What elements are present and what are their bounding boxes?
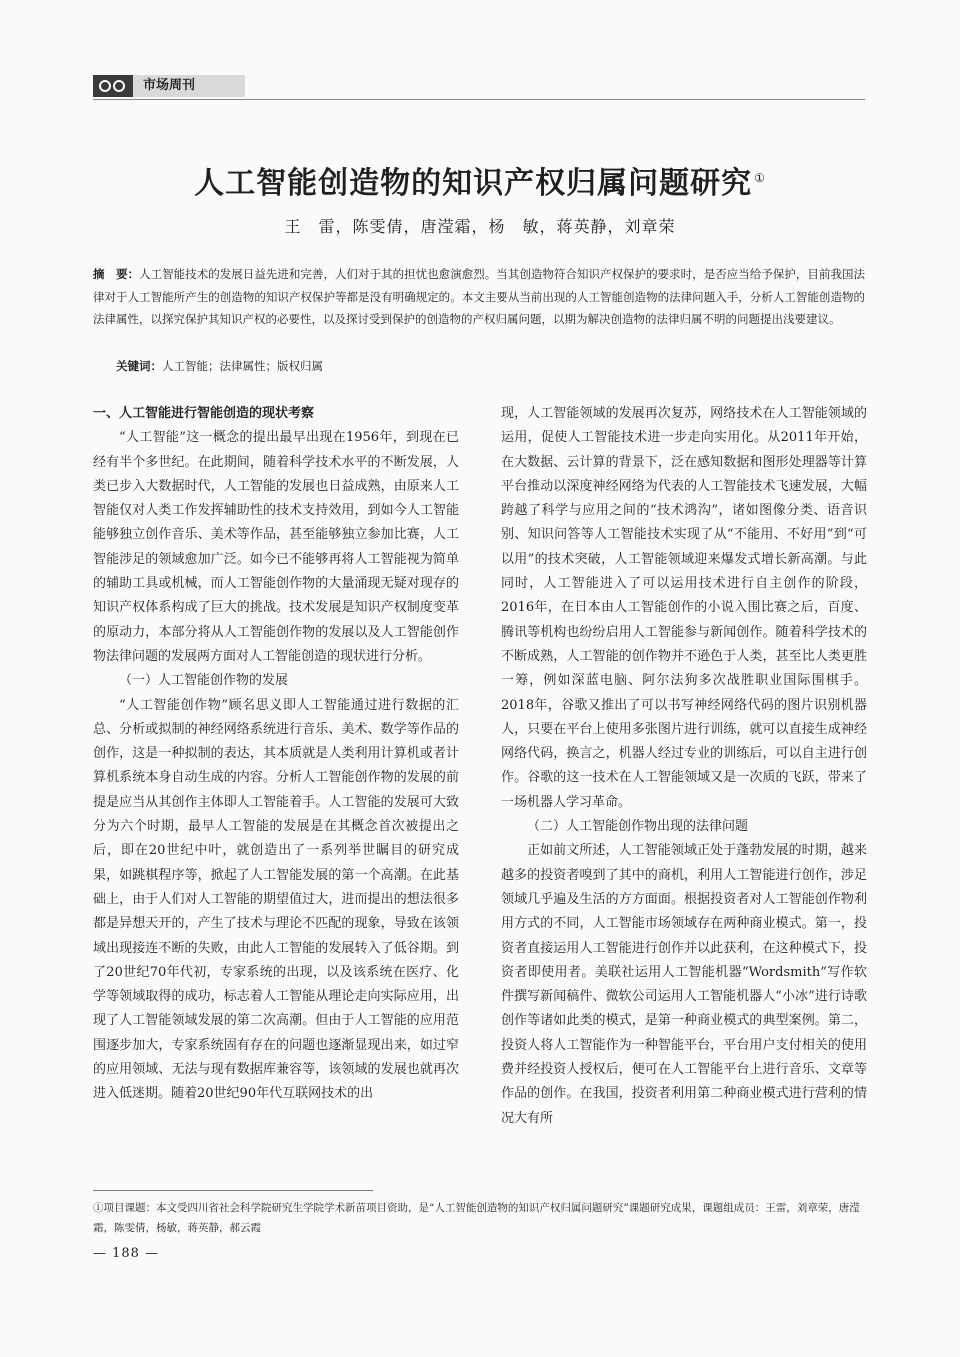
paragraph: “人工智能”这一概念的提出最早出现在1956年，到现在已经有半个多世纪。在此期间，随着科学技术水平的不断发展，人类已步入大数据时代，人工智能的发展也日益成熟，由原来人工智能仅对人类工作发挥辅助性的技术支持效用，到如今人工智能能够独立创作音乐、美术等作品，甚至能够独立参加比赛，人工智能涉足的领域愈加广泛。如今已不能够再将人工智能视为简单的辅助工具或机械，而人工智能创作物的大量涌现无疑对现存的知识产权体系构成了巨大的挑战。技术发展是知识产权制度变革的原动力，本部分将从人工智能创作物的发展以及人工智能创作物法律问题的发展两方面对人工智能创造的现状进行分析。 <box>93 430 459 664</box>
page-number: — 188 — <box>93 1246 160 1261</box>
journal-header <box>93 74 245 98</box>
keywords-label: 关键词： <box>116 359 162 373</box>
author-list: 王 雷，陈雯倩，唐滢霜，杨 敏，蒋英静，刘章荣 <box>284 217 676 236</box>
journal-logo-icon <box>93 75 133 97</box>
footnote-rule <box>93 1190 373 1191</box>
right-column <box>501 402 867 1131</box>
paragraph: 正如前文所述，人工智能领域正处于蓬勃发展的时期，越来越多的投资者嗅到了其中的商机，利用人工智能进行创作，涉足领域几乎遍及生活的方方面面。根据投资者对人工智能创作物利用方式的不同，人工智能市场领域存在两种商业模式。第一，投资者直接运用人工智能进行创作并以此获利，在这种模式下，投资者即使用者。美联社运用人工智能机器“Wordsmith”写作软件撰写新闻稿件、微软公司运用人工智能机器人“小冰”进行诗歌创作等诸如此类的模式，是第一种商业模式的典型案例。第二，投资人将人工智能作为一种智能平台，平台用户支付相关的使用费并经投资人授权后，便可在人工智能平台上进行音乐、文章等作品的创作。在我国，投资者利用第二种商业模式进行营利的情况大有所 <box>501 843 867 1126</box>
abstract <box>93 263 865 331</box>
left-column <box>93 402 459 1107</box>
journal-name: 市场周刊 <box>133 75 245 97</box>
footnote: ①项目课题：本文受四川省社会科学院研究生学院学术新苗项目资助，是“人工智能创造物的知识产权归属问题研究”课题研究成果，课题组成员：王雷，刘章荣，唐滢霜，陈雯倩，杨敏，蒋英静，郝云霞 <box>93 1202 860 1234</box>
paragraph: “人工智能创作物”顾名思义即人工智能通过进行数据的汇总、分析或拟制的神经网络系统进行音乐、美术、数学等作品的创作，这是一种拟制的表达，其本质就是人类利用计算机或者计算机系统本身自动生成的内容。分析人工智能创作物的发展的前提是应当从其创作主体即人工智能着手。人工智能的发展可大致分为六个时期，最早人工智能的发展是在其概念首次被提出之后，即在20世纪中叶，就创造出了一系列举世瞩目的研究成果，如跳棋程序等，掀起了人工智能发展的第一个高潮。在此基础上，由于人们对人工智能的期望值过大，进而提出的想法很多都是异想天开的，产生了技术与理论不匹配的现象，导致在该领域出现接连不断的失败，由此人工智能的发展转入了低谷期。到了20世纪70年代初，专家系统的出现，以及该系统在医疗、化学等领域取得的成功，标志着人工智能从理论走向实际应用，出现了人工智能领域发展的第二次高潮。但由于人工智能的应用范围逐步加大，专家系统固有存在的问题也逐渐显现出来，如过窄的应用领域、无法与现有数据库兼容等，该领域的发展也就再次进入低迷期。随着20世纪90年代互联网技术的出 <box>93 697 459 1102</box>
header-rule <box>93 99 865 100</box>
article-title <box>0 158 960 202</box>
article-title-text: 人工智能创造物的知识产权归属问题研究 <box>194 166 753 201</box>
title-footnote-marker: ① <box>754 171 766 185</box>
section-heading-1: 一、人工智能进行智能创造的现状考察 <box>93 406 315 421</box>
subsection-heading-2: （二）人工智能创作物出现的法律问题 <box>527 819 749 835</box>
keywords <box>116 358 323 374</box>
keywords-text: 人工智能；法律属性；版权归属 <box>162 359 323 373</box>
abstract-text: 人工智能技术的发展日益先进和完善，人们对于其的担忧也愈演愈烈。当其创造物符合知识产权保护的要求时，是否应当给予保护，目前我国法律对于人工智能所产生的创造物的知识产权保护等都是没有明确规定的。本文主要从当前出现的人工智能创造物的法律问题入手，分析人工智能创造物的法律属性，以探究保护其知识产权的必要性，以及探讨受到保护的创造物的产权归属问题，以期为解决创造物的法律归属不明的问题提出浅要建议。 <box>93 267 865 326</box>
abstract-label: 摘 要： <box>93 267 140 281</box>
paragraph: 现，人工智能领域的发展再次复苏，网络技术在人工智能领域的运用，促使人工智能技术进一步走向实用化。从2011年开始，在大数据、云计算的背景下，泛在感知数据和图形处理器等计算平台推动以深度神经网络为代表的人工智能技术飞速发展，大幅跨越了科学与应用之间的“技术鸿沟”，诸如图像分类、语音识别、知识问答等人工智能技术实现了从“不能用、不好用”到“可以用”的技术突破，人工智能领域迎来爆发式增长新高潮。与此同时，人工智能进入了可以运用技术进行自主创作的阶段，2016年，在日本由人工智能创作的小说入围比赛之后，百度、腾讯等机构也纷纷启用人工智能参与新闻创作。随着科学技术的不断成熟，人工智能的创作物并不逊色于人类，甚至比人类更胜一筹，例如深蓝电脑、阿尔法狗多次战胜职业国际围棋手。2018年，谷歌又推出了可以书写神经网络代码的图片识别机器人，只要在平台上使用多张图片进行训练，就可以直接生成神经网络代码，换言之，机器人经过专业的训练后，可以自主进行创作。谷歌的这一技术在人工智能领域又是一次质的飞跃，带来了一场机器人学习革命。 <box>501 406 867 810</box>
subsection-heading-1: （一）人工智能创作物的发展 <box>119 673 289 689</box>
